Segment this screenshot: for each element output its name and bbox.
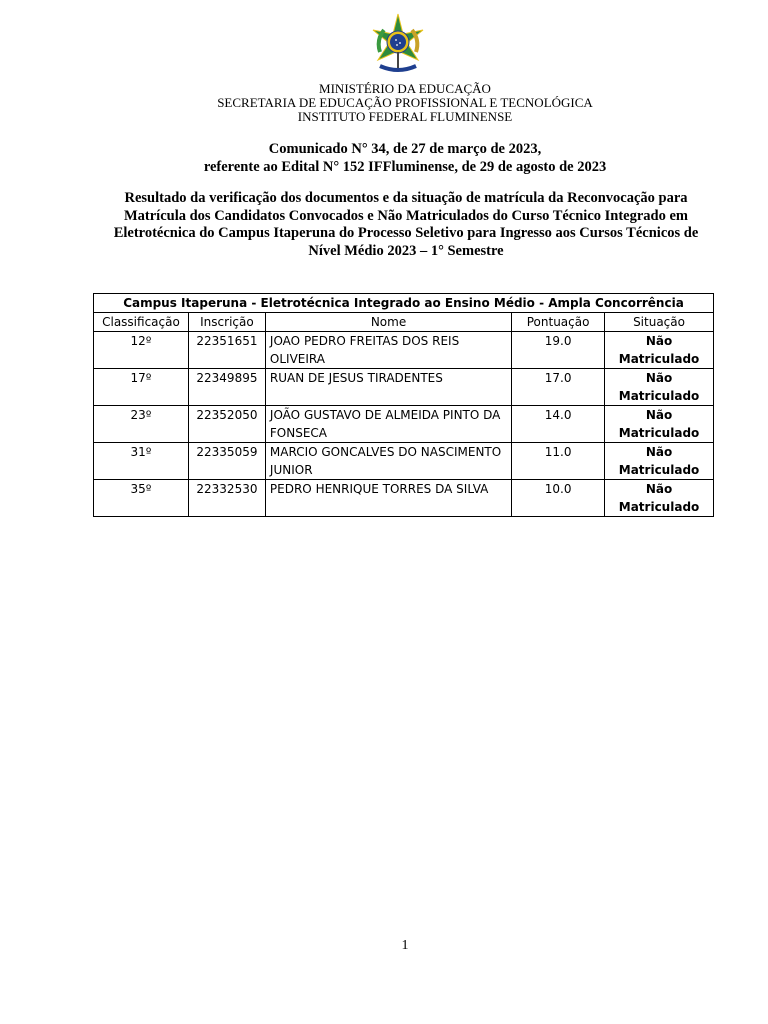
table-row xyxy=(94,480,714,517)
header-classificacao: Classificação xyxy=(94,313,189,332)
header-situacao: Situação xyxy=(605,313,714,332)
cell-classificacao: 17º xyxy=(94,369,189,406)
table-row xyxy=(94,406,714,443)
cell-situacao: Não Matriculado xyxy=(605,332,714,369)
coat-of-arms-emblem xyxy=(366,12,430,76)
cell-inscricao: 22332530 xyxy=(188,480,265,517)
result-description: Resultado da verificação dos documentos e da situação de matrícula da Reconvocação para Matrícula dos Candidatos Convocados e Não Matriculados do Curso Técnico Integrado em Eletrotécnica do Campus Itaperuna do Processo Seletivo para Ingresso aos Cursos Técnicos de Nível Médio 2023 – 1° Semestre xyxy=(113,190,699,259)
cell-inscricao: 22349895 xyxy=(188,369,265,406)
cell-nome: RUAN DE JESUS TIRADENTES xyxy=(265,369,511,406)
cell-classificacao: 12º xyxy=(94,332,189,369)
cell-inscricao: 22335059 xyxy=(188,443,265,480)
institution-header xyxy=(0,82,768,124)
cell-pontuacao: 10.0 xyxy=(512,480,605,517)
cell-classificacao: 35º xyxy=(94,480,189,517)
header-nome: Nome xyxy=(265,313,511,332)
secretariat-name: SECRETARIA DE EDUCAÇÃO PROFISSIONAL E TECNOLÓGICA xyxy=(217,95,593,110)
cell-situacao: Não Matriculado xyxy=(605,480,714,517)
table-header-row xyxy=(94,313,714,332)
cell-nome: MARCIO GONCALVES DO NASCIMENTO JUNIOR xyxy=(265,443,511,480)
cell-nome: JOÃO GUSTAVO DE ALMEIDA PINTO DA FONSECA xyxy=(265,406,511,443)
communique-title xyxy=(0,140,768,176)
cell-nome: PEDRO HENRIQUE TORRES DA SILVA xyxy=(265,480,511,517)
header-pontuacao: Pontuação xyxy=(512,313,605,332)
table-row xyxy=(94,443,714,480)
cell-nome: JOAO PEDRO FREITAS DOS REIS OLIVEIRA xyxy=(265,332,511,369)
cell-situacao: Não Matriculado xyxy=(605,369,714,406)
cell-situacao: Não Matriculado xyxy=(605,406,714,443)
table-row xyxy=(94,332,714,369)
communique-line-2: referente ao Edital N° 152 IFFluminense, de 29 de agosto de 2023 xyxy=(203,159,607,175)
cell-situacao: Não Matriculado xyxy=(605,443,714,480)
table-caption: Campus Itaperuna - Eletrotécnica Integrado ao Ensino Médio - Ampla Concorrência xyxy=(94,294,714,313)
cell-classificacao: 23º xyxy=(94,406,189,443)
communique-line-1: Comunicado N° 34, de 27 de março de 2023, xyxy=(268,141,542,157)
cell-pontuacao: 19.0 xyxy=(512,332,605,369)
cell-pontuacao: 11.0 xyxy=(512,443,605,480)
ministry-name: MINISTÉRIO DA EDUCAÇÃO xyxy=(319,81,491,96)
cell-inscricao: 22352050 xyxy=(188,406,265,443)
cell-classificacao: 31º xyxy=(94,443,189,480)
results-table xyxy=(93,293,714,517)
institute-name: INSTITUTO FEDERAL FLUMINENSE xyxy=(297,109,513,124)
header-inscricao: Inscrição xyxy=(188,313,265,332)
page-number: 1 xyxy=(401,938,409,953)
cell-inscricao: 22351651 xyxy=(188,332,265,369)
cell-pontuacao: 17.0 xyxy=(512,369,605,406)
cell-pontuacao: 14.0 xyxy=(512,406,605,443)
table-row xyxy=(94,369,714,406)
